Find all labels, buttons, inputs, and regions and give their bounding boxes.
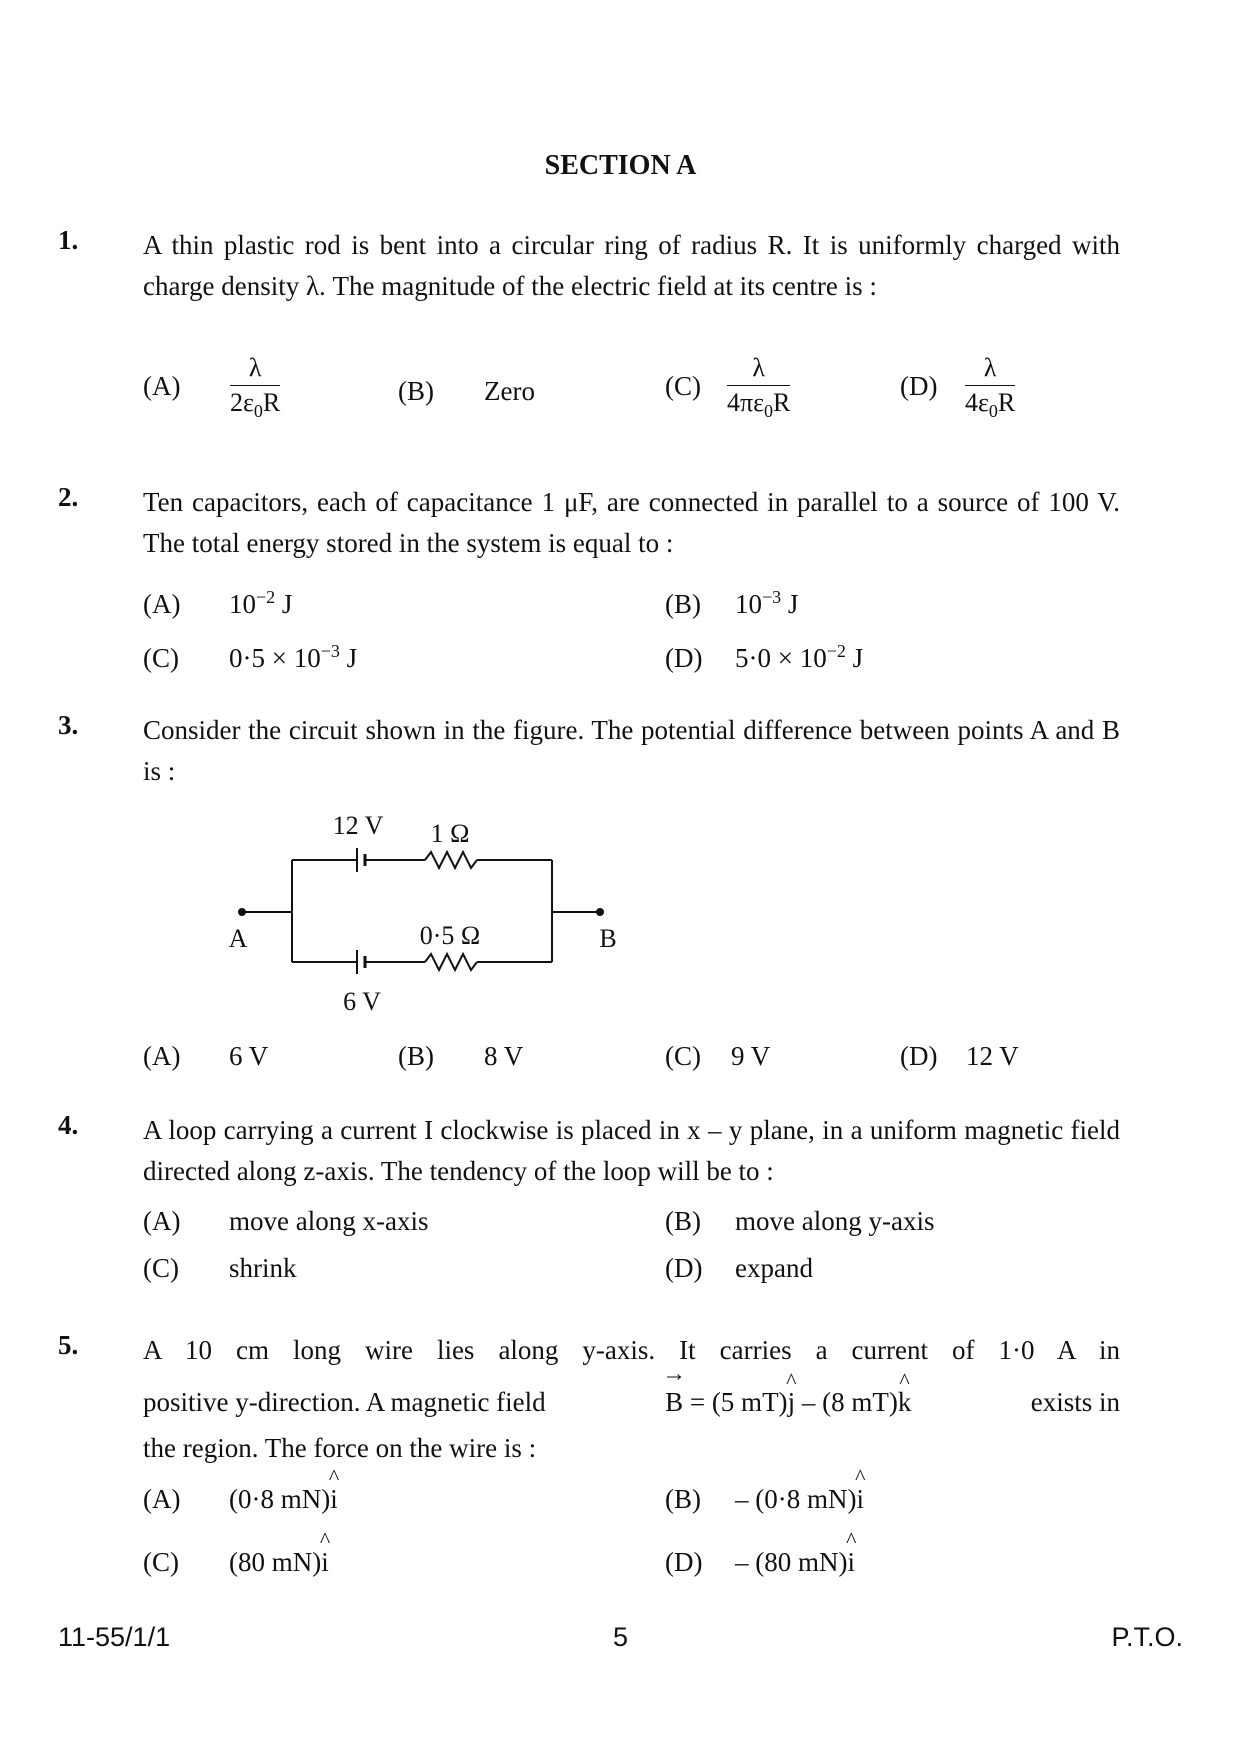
vector-b: → B <box>665 1382 683 1423</box>
den-sub: 0 <box>764 401 774 422</box>
option-letter: (B) <box>665 1484 701 1514</box>
q3-option-a <box>143 1040 268 1072</box>
question-1-number: 1. <box>58 225 79 255</box>
option-text: move along y-axis <box>735 1206 935 1236</box>
unit-vector-i: ^ i <box>330 1483 338 1515</box>
question-4-number: 4. <box>58 1110 79 1140</box>
top-battery-label: 12 V <box>332 811 384 840</box>
numerator: λ <box>230 355 280 386</box>
q4-option-c <box>143 1252 297 1284</box>
circuit-diagram <box>220 800 640 1025</box>
point-a-label: A <box>228 924 248 953</box>
terminal-b-dot <box>596 908 604 916</box>
option-unit: J <box>845 643 864 673</box>
option-text: 6 V <box>229 1041 269 1071</box>
q2-option-b <box>665 581 798 620</box>
q5-option-d <box>665 1546 855 1578</box>
q3-option-c <box>665 1040 770 1072</box>
q2-option-c <box>143 635 357 674</box>
option-text: (80 mN) <box>229 1547 322 1577</box>
q1-option-b <box>398 375 535 407</box>
option-text: (0·8 mN) <box>229 1484 331 1514</box>
option-letter: (C) <box>665 1041 701 1071</box>
option-base: 0·5 × 10 <box>229 643 321 673</box>
den-sub: 0 <box>253 401 263 422</box>
option-letter: (A) <box>143 589 181 619</box>
top-resistor-label: 1 Ω <box>430 819 470 848</box>
option-text: shrink <box>229 1253 297 1283</box>
unit-vector-i: ^ i <box>847 1546 855 1578</box>
q2-option-d <box>665 635 863 674</box>
numerator: λ <box>965 355 1015 386</box>
unit-vector-j: ^ j <box>788 1382 796 1423</box>
question-2-text: Ten capacitors, each of capacitance 1 μF, are connected in parallel to a source of 100 V. The total energy stored in the system is equal to : <box>143 487 1120 558</box>
q5-option-c <box>143 1546 329 1578</box>
option-letter: (D) <box>900 1041 938 1071</box>
unit-vector-k: ^ k <box>898 1382 912 1423</box>
option-text: 9 V <box>731 1041 771 1071</box>
option-base: 5·0 × 10 <box>735 643 827 673</box>
q5-line2-part-d: exists in <box>1030 1387 1120 1417</box>
denominator <box>965 386 1015 424</box>
q4-option-a <box>143 1205 428 1237</box>
den-part: R <box>997 388 1016 417</box>
option-letter: (C) <box>665 371 701 401</box>
den-part: 4πε <box>727 388 765 417</box>
bottom-resistor <box>425 954 477 970</box>
den-sub: 0 <box>988 401 998 422</box>
q2-option-a <box>143 581 292 620</box>
den-part: 4ε <box>965 388 989 417</box>
option-exp: −2 <box>826 641 846 661</box>
option-letter: (D) <box>665 643 703 673</box>
q5-line2-part-c: – (8 mT) <box>801 1387 898 1417</box>
option-letter: (B) <box>398 376 434 406</box>
den-part: R <box>262 388 281 417</box>
q4-option-d <box>665 1252 813 1284</box>
top-resistor <box>425 852 477 868</box>
option-letter: (A) <box>143 1206 181 1236</box>
option-letter: (B) <box>665 589 701 619</box>
question-3-number: 3. <box>58 710 79 740</box>
question-5-line-2 <box>143 1382 1120 1423</box>
option-letter: (C) <box>143 1547 179 1577</box>
q1-option-d-fraction <box>965 355 1015 424</box>
q1-option-a <box>143 370 229 402</box>
option-letter: (C) <box>143 643 179 673</box>
q1-option-c-fraction <box>727 355 790 424</box>
option-unit: J <box>339 643 358 673</box>
question-5-line-1: A 10 cm long wire lies along y-axis. It carries a current of 1·0 A in <box>143 1335 1120 1365</box>
option-base: 10 <box>229 589 256 619</box>
den-part: R <box>773 388 791 417</box>
q5-option-a <box>143 1483 338 1515</box>
page-number: 5 <box>612 1622 629 1652</box>
pto-label: P.T.O. <box>1111 1622 1183 1652</box>
numerator: λ <box>727 355 790 386</box>
q3-option-d <box>900 1040 1019 1072</box>
question-1-text: A thin plastic rod is bent into a circular ring of radius R. It is uniformly charged with charge density λ. The magnitude of the electric field at its centre is : <box>143 230 1120 301</box>
option-unit: J <box>275 589 293 619</box>
question-2-number: 2. <box>58 482 79 512</box>
option-letter: (A) <box>143 1484 181 1514</box>
option-base: 10 <box>735 589 762 619</box>
option-text: 12 V <box>966 1041 1019 1071</box>
option-letter: (D) <box>665 1253 703 1283</box>
option-letter: (C) <box>143 1253 179 1283</box>
q3-option-b <box>398 1040 523 1072</box>
option-text: 8 V <box>484 1041 524 1071</box>
option-letter: (B) <box>398 1041 434 1071</box>
bottom-resistor-label: 0·5 Ω <box>419 921 481 950</box>
option-letter: (A) <box>143 371 181 401</box>
question-3-text: Consider the circuit shown in the figure. The potential difference between points A and B is : <box>143 715 1120 786</box>
option-unit: J <box>781 589 799 619</box>
option-letter: (A) <box>143 1041 181 1071</box>
option-letter: (D) <box>665 1547 703 1577</box>
unit-vector-i: ^ i <box>321 1546 329 1578</box>
q5-line2-part-a: positive y-direction. A magnetic field <box>143 1387 546 1417</box>
denominator <box>727 386 790 424</box>
q5-option-b <box>665 1483 864 1515</box>
q1-option-a-fraction <box>230 355 280 424</box>
den-part: 2ε <box>230 388 254 417</box>
question-5-line-3: the region. The force on the wire is : <box>143 1433 537 1463</box>
option-text: – (0·8 mN) <box>735 1484 857 1514</box>
question-5-number: 5. <box>58 1330 79 1360</box>
option-exp: −2 <box>256 587 276 607</box>
option-exp: −3 <box>762 587 782 607</box>
point-b-label: B <box>599 924 617 953</box>
q5-field-expression <box>665 1382 911 1423</box>
option-exp: −3 <box>320 641 340 661</box>
paper-code: 11-55/1/1 <box>58 1622 171 1652</box>
option-letter: (D) <box>900 371 938 401</box>
bottom-battery-label: 6 V <box>343 987 381 1016</box>
option-letter: (B) <box>665 1206 701 1236</box>
option-text: expand <box>735 1253 813 1283</box>
option-text: – (80 mN) <box>735 1547 848 1577</box>
q5-line2-part-b: = (5 mT) <box>689 1387 788 1417</box>
denominator <box>230 386 280 424</box>
question-4-text: A loop carrying a current I clockwise is placed in x – y plane, in a uniform magnetic field directed along z-axis. The tendency of the loop will be to : <box>143 1115 1120 1186</box>
q4-option-b <box>665 1205 934 1237</box>
terminal-a-dot <box>238 908 246 916</box>
unit-vector-i: ^ i <box>856 1483 864 1515</box>
option-text: move along x-axis <box>229 1206 429 1236</box>
section-title: SECTION A <box>544 150 697 181</box>
option-text: Zero <box>484 376 535 406</box>
